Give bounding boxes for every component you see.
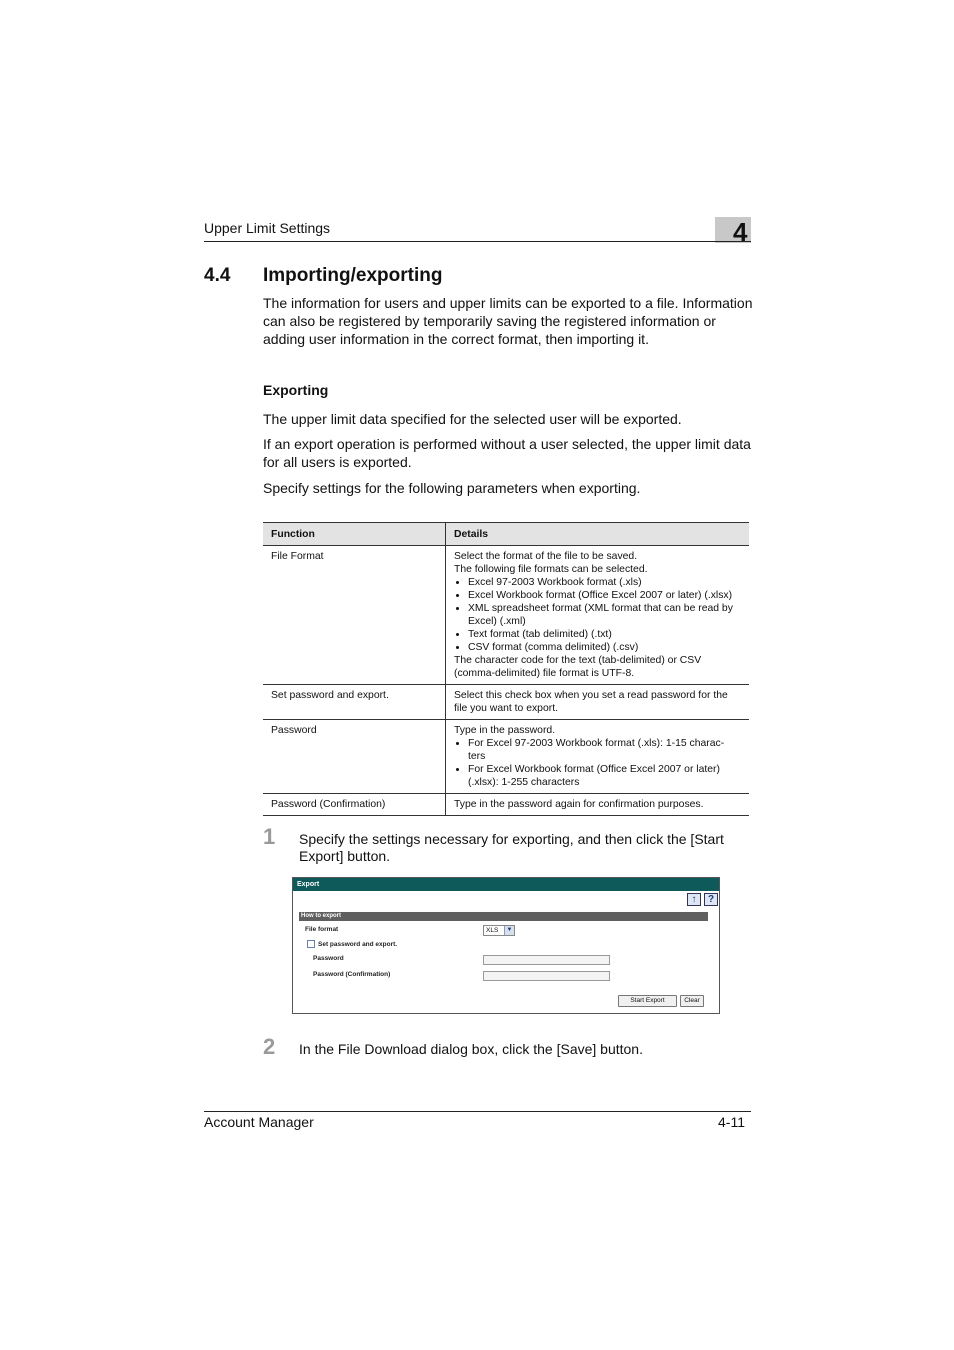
export-panel-screenshot <box>292 877 720 1014</box>
details-line: Select the format of the file to be saved. <box>454 551 638 562</box>
function-cell: Password (Confirmation) <box>263 794 446 816</box>
function-cell: File Format <box>263 546 446 685</box>
details-line: Type in the password again for confirmation purposes. <box>454 799 704 810</box>
details-line: The character code for the text (tab-delimited) or CSV (comma-delimited) file format is UTF-8. <box>454 655 702 679</box>
start-export-button[interactable]: Start Export <box>618 995 677 1007</box>
exporting-paragraph-1: The upper limit data specified for the selected user will be exported. <box>263 411 682 427</box>
set-password-checkbox[interactable] <box>307 940 315 948</box>
password-field[interactable] <box>483 955 610 965</box>
section-bar: How to export <box>299 912 708 921</box>
list-item: • Excel 97-2003 Workbook format (.xls) <box>468 576 741 589</box>
section-title: Importing/exporting <box>263 265 443 286</box>
length-list <box>454 737 741 789</box>
step-number: 2 <box>263 1034 276 1059</box>
arrow-up-icon[interactable]: ↑ <box>687 893 701 906</box>
subheading-exporting: Exporting <box>263 382 329 398</box>
step-text: In the File Download dialog box, click the [Save] button. <box>299 1041 643 1057</box>
function-cell: Password <box>263 720 446 794</box>
details-line: The following file formats can be selected. <box>454 564 648 575</box>
set-password-label: Set password and export. <box>318 941 398 948</box>
header-rule <box>204 241 751 242</box>
password-label: Password <box>313 955 344 962</box>
list-item: • Excel Workbook format (Office Excel 2007 or later) (.xlsx) <box>468 589 741 602</box>
file-format-value: XLS <box>486 927 499 934</box>
page-number: 4-11 <box>718 1114 745 1130</box>
clear-button[interactable]: Clear <box>680 995 704 1007</box>
table-header-row <box>263 523 749 546</box>
panel-title-bar: Export <box>293 878 719 891</box>
step-text: Specify the settings necessary for exporting, and then click the [Start Export] button. <box>299 831 724 864</box>
file-format-label: File format <box>305 926 339 933</box>
help-icon[interactable]: ? <box>704 893 718 906</box>
file-format-select[interactable] <box>483 925 515 936</box>
section-number: 4.4 <box>204 265 231 286</box>
table-row <box>263 685 749 720</box>
list-item: • For Excel 97-2003 Workbook format (.xls): 1-15 charac-ters <box>468 737 741 763</box>
format-list <box>454 576 741 654</box>
table-row <box>263 720 749 794</box>
exporting-paragraph-3: Specify settings for the following parameters when exporting. <box>263 480 641 496</box>
column-header-details: Details <box>446 523 750 546</box>
details-cell <box>446 720 750 794</box>
details-cell <box>446 685 750 720</box>
intro-paragraph: The information for users and upper limits can be exported to a file. Information can also be registered by temporarily saving the registered information or adding user information in the correct format, then importing it. <box>263 295 753 347</box>
footer-rule <box>204 1111 751 1112</box>
running-title: Upper Limit Settings <box>204 220 331 236</box>
chevron-down-icon: ▼ <box>504 926 514 935</box>
column-header-function: Function <box>263 523 446 546</box>
exporting-paragraph-2: If an export operation is performed without a user selected, the upper limit data for all users is exported. <box>263 436 751 470</box>
export-parameters-table <box>263 522 749 816</box>
list-item: • CSV format (comma delimited) (.csv) <box>468 641 741 654</box>
step-number: 1 <box>263 824 276 849</box>
chapter-number: 4 <box>733 217 748 247</box>
password-confirm-field[interactable] <box>483 971 610 981</box>
details-cell <box>446 546 750 685</box>
table-row <box>263 794 749 816</box>
details-line: Type in the password. <box>454 725 556 736</box>
list-item: • XML spreadsheet format (XML format that can be read by Excel) (.xml) <box>468 602 741 628</box>
list-item: • For Excel Workbook format (Office Excel 2007 or later) (.xlsx): 1-255 characters <box>468 763 741 789</box>
list-item: • Text format (tab delimited) (.txt) <box>468 628 741 641</box>
details-cell <box>446 794 750 816</box>
footer-title: Account Manager <box>204 1114 314 1130</box>
table-row <box>263 546 749 685</box>
password-confirm-label: Password (Confirmation) <box>313 971 391 978</box>
function-cell: Set password and export. <box>263 685 446 720</box>
details-line: Select this check box when you set a read password for the file you want to export. <box>454 690 728 714</box>
